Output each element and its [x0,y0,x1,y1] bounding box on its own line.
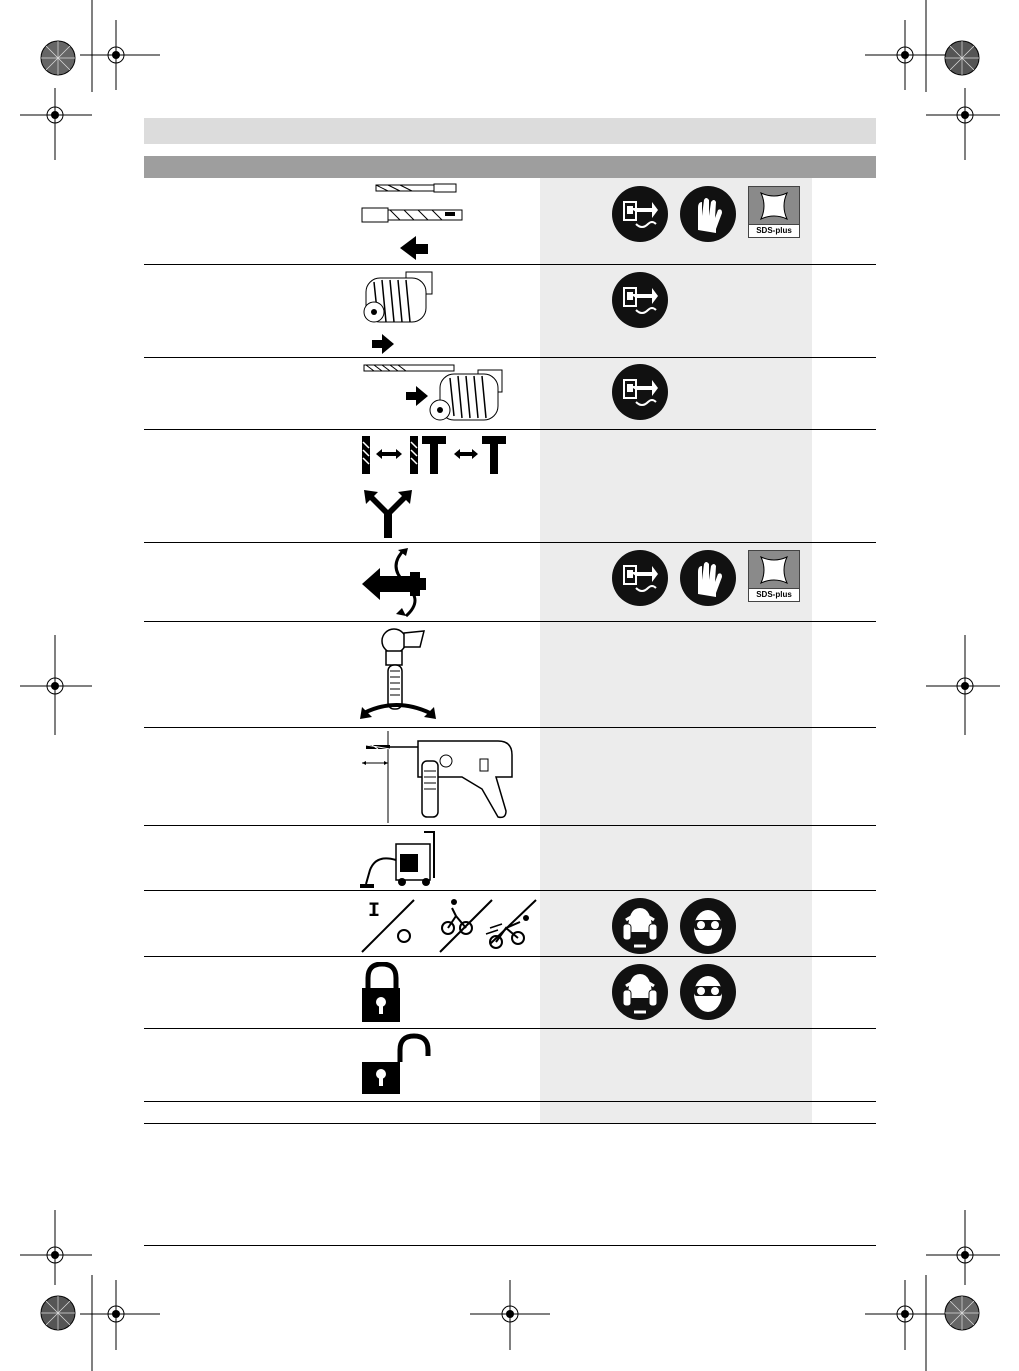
row-divider [144,1101,876,1102]
eye-protection-icon [680,898,736,954]
sds-plus-icon [748,550,800,602]
dust-extraction-icon [360,830,440,890]
unplug-icon [612,186,668,242]
lock-closed-icon [360,962,404,1024]
header-band [144,118,876,144]
sds-plus-icon [748,186,800,238]
drill-bit-insert-sds-icon [360,182,470,262]
sds-plus-label: SDS-plus [749,588,799,601]
row-divider [144,621,876,622]
row-divider [144,1123,876,1124]
unplug-icon [612,364,668,420]
on-off-speed-icon [360,894,540,954]
row-divider [144,264,876,265]
gloves-icon [680,550,736,606]
auxiliary-handle-icon [360,625,440,725]
gloves-icon [680,186,736,242]
row-divider [144,357,876,358]
unplug-icon [612,272,668,328]
unplug-icon [612,550,668,606]
row-divider [144,825,876,826]
row-divider [144,429,876,430]
drill-chuck-remove-icon [360,268,450,356]
section-band [144,156,876,178]
lock-open-icon [360,1032,436,1096]
ear-protection-icon [612,964,668,1020]
rotation-direction-icon [360,546,440,618]
sds-plus-label: SDS-plus [749,224,799,237]
depth-stop-icon [360,731,520,823]
row-divider [144,542,876,543]
row-divider [144,890,876,891]
bit-into-keyed-chuck-icon [360,362,510,428]
mode-switch-drill-hammer-icon [360,434,520,540]
row-divider [144,727,876,728]
eye-protection-icon [680,964,736,1020]
footer-rule [144,1245,876,1246]
symbols-column-bg [540,178,812,1123]
row-divider [144,956,876,957]
row-divider [144,1028,876,1029]
ear-protection-icon [612,898,668,954]
on-label: I [368,900,381,923]
